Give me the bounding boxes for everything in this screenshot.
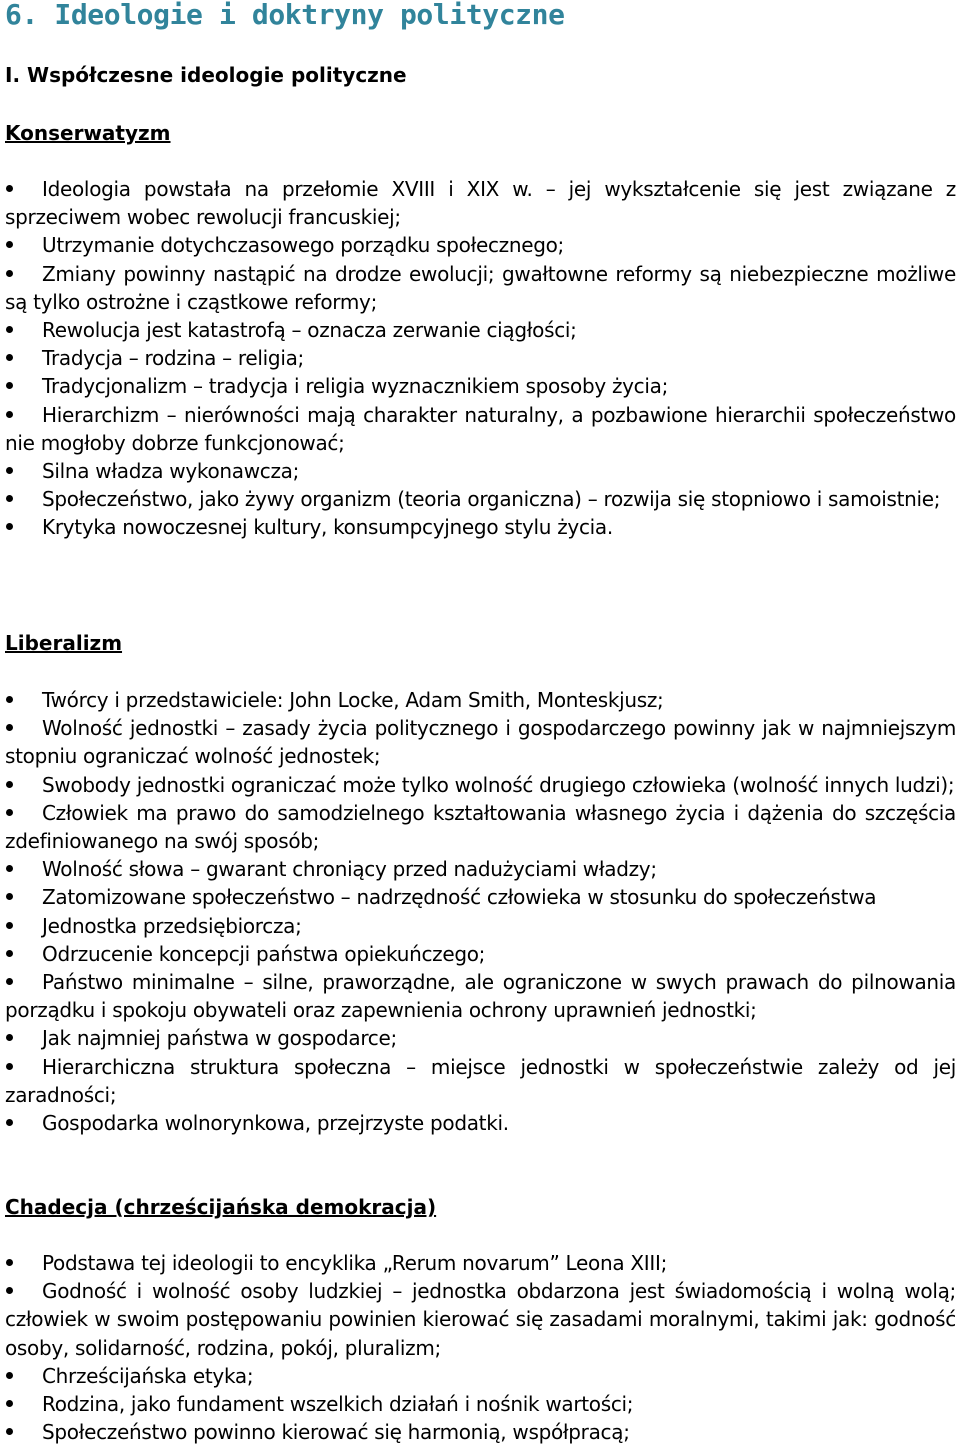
list-item: Silna władza wykonawcza; xyxy=(5,457,956,485)
list-item: Hierarchizm – nierówności mają charakter naturalny, a pozbawione hierarchii społeczeństwo nie mogłoby dobrze funkcjonować; xyxy=(5,402,956,455)
section-title-konserwatyzm: Konserwatyzm xyxy=(5,121,171,145)
bullet-icon xyxy=(5,883,42,911)
bullet-icon xyxy=(5,401,42,429)
list-item: Tradycjonalizm – tradycja i religia wyznacznikiem sposoby życia; xyxy=(5,372,956,400)
list-item: Wolność słowa – gwarant chroniący przed nadużyciami władzy; xyxy=(5,855,956,883)
list-item: Zatomizowane społeczeństwo – nadrzędność człowieka w stosunku do społeczeństwa xyxy=(5,883,956,911)
bullet-icon xyxy=(5,372,42,400)
list-item: Rewolucja jest katastrofą – oznacza zerwanie ciągłości; xyxy=(5,316,956,344)
bullet-icon xyxy=(5,316,42,344)
list-item: Krytyka nowoczesnej kultury, konsumpcyjnego stylu życia. xyxy=(5,513,956,541)
chapter-title: 6. Ideologie i doktryny polityczne xyxy=(5,0,565,31)
bullet-icon xyxy=(5,1277,42,1305)
list-item: Tradycja – rodzina – religia; xyxy=(5,344,956,372)
bullet-icon xyxy=(5,1053,42,1081)
bullet-icon xyxy=(5,686,42,714)
bullet-icon xyxy=(5,1249,42,1277)
bullet-icon xyxy=(5,1024,42,1052)
list-item: Odrzucenie koncepcji państwa opiekuńczego; xyxy=(5,940,956,968)
bullet-icon xyxy=(5,940,42,968)
bullet-icon xyxy=(5,771,42,799)
list-chadecja xyxy=(5,1249,956,1446)
list-item: Godność i wolność osoby ludzkiej – jednostka obdarzona jest świadomością i wolną wolą; człowiek w swoim postępowaniu powinien kierować się zasadami moralnymi, takimi jak: godność osoby, solidarność, rodzina, pokój, pluralizm; xyxy=(5,1279,956,1360)
bullet-icon xyxy=(5,1418,42,1446)
list-item: Jak najmniej państwa w gospodarce; xyxy=(5,1024,956,1052)
section-title-liberalizm: Liberalizm xyxy=(5,631,123,655)
list-item: Ideologia powstała na przełomie XVIII i XIX w. – jej wykształcenie się jest związane z sprzeciwem wobec rewolucji francuskiej; xyxy=(5,177,956,230)
list-liberalizm xyxy=(5,686,956,1137)
list-item: Człowiek ma prawo do samodzielnego kształtowania własnego życia i dążenia do szczęścia zdefiniowanego na swój sposób; xyxy=(5,800,956,854)
list-item: Zmiany powinny nastąpić na drodze ewolucji; gwałtowne reformy są niebezpieczne możliwe są tylko ostrożne i cząstkowe reformy; xyxy=(5,261,956,314)
bullet-icon xyxy=(5,231,42,259)
list-item: Jednostka przedsiębiorcza; xyxy=(5,912,956,940)
bullet-icon xyxy=(5,1109,42,1137)
list-item: Utrzymanie dotychczasowego porządku społecznego; xyxy=(5,231,956,259)
list-item: Gospodarka wolnorynkowa, przejrzyste podatki. xyxy=(5,1109,956,1137)
bullet-icon xyxy=(5,175,42,203)
bullet-icon xyxy=(5,1362,42,1390)
list-item: Państwo minimalne – silne, praworządne, ale ograniczone w swych prawach do pilnowania porządku i spokoju obywateli oraz zapewnienia ochrony uprawnień jednostki; xyxy=(5,970,956,1023)
list-item: Wolność jednostki – zasady życia politycznego i gospodarczego powinny jak w najmniejszym stopniu ograniczać wolność jednostek; xyxy=(5,716,956,769)
list-konserwatyzm xyxy=(5,175,956,542)
part-title: I. Współczesne ideologie polityczne xyxy=(5,63,407,87)
list-item: Swobody jednostki ograniczać może tylko wolność drugiego człowieka (wolność innych ludzi); xyxy=(5,771,956,799)
bullet-icon xyxy=(5,1390,42,1418)
bullet-icon xyxy=(5,799,42,827)
list-item: Społeczeństwo powinno kierować się harmonią, współpracą; xyxy=(5,1418,956,1446)
list-item: Hierarchiczna struktura społeczna – miejsce jednostki w społeczeństwie zależy od jej zaradności; xyxy=(5,1054,956,1107)
bullet-icon xyxy=(5,714,42,742)
bullet-icon xyxy=(5,513,42,541)
bullet-icon xyxy=(5,968,42,996)
bullet-icon xyxy=(5,855,42,883)
bullet-icon xyxy=(5,260,42,288)
section-title-chadecja: Chadecja (chrześcijańska demokracja) xyxy=(5,1195,437,1219)
list-item: Chrześcijańska etyka; xyxy=(5,1362,956,1390)
bullet-icon xyxy=(5,912,42,940)
list-item: Społeczeństwo, jako żywy organizm (teoria organiczna) – rozwija się stopniowo i samoistnie; xyxy=(5,485,956,513)
bullet-icon xyxy=(5,485,42,513)
list-item: Rodzina, jako fundament wszelkich działań i nośnik wartości; xyxy=(5,1390,956,1418)
list-item: Twórcy i przedstawiciele: John Locke, Adam Smith, Monteskjusz; xyxy=(5,686,956,714)
bullet-icon xyxy=(5,457,42,485)
bullet-icon xyxy=(5,344,42,372)
list-item: Podstawa tej ideologii to encyklika „Rerum novarum” Leona XIII; xyxy=(5,1249,956,1277)
